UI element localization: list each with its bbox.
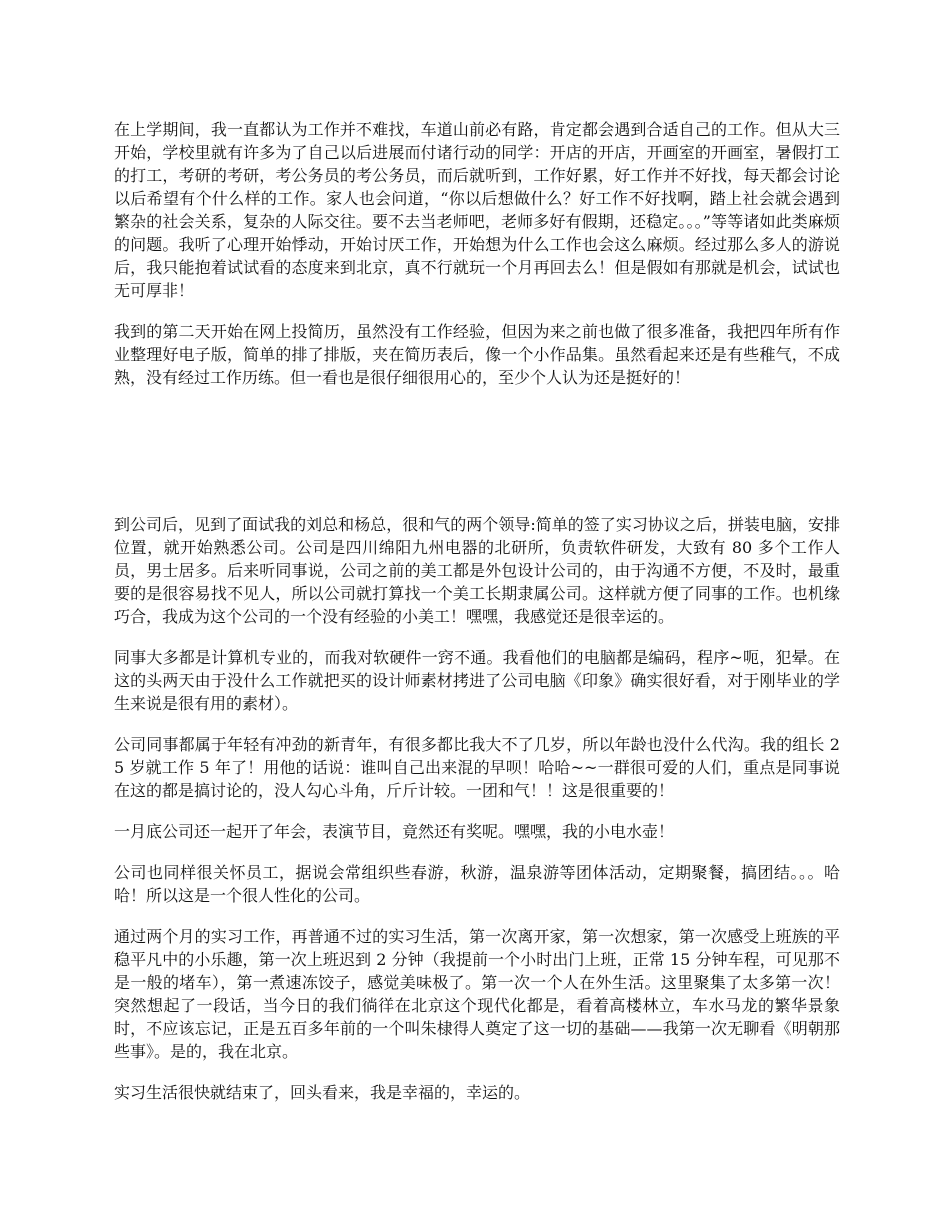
paragraph-company-care: 公司也同样很关怀员工，据说会常组织些春游，秋游，温泉游等团体活动，定期聚餐，搞团结。。。哈哈！所以这是一个很人性化的公司。 xyxy=(114,863,840,905)
paragraph-annual-party: 一月底公司还一起开了年会，表演节目，竟然还有奖呢。嘿嘿，我的小电水壶！ xyxy=(114,822,675,841)
section-gap xyxy=(114,389,840,513)
paragraph-joining-company: 到公司后，见到了面试我的刘总和杨总，很和气的两个领导:简单的签了实习协议之后，拼装电脑，安排位置，就开始熟悉公司。公司是四川绵阳九州电器的北研所，负责软件研发，大致有 80 多个工作人员，男士居多。后来听同事说，公司之前的美工都是外包设计公司的，由于沟通不方便，不及时，最重要的是很容易找不见人，所以公司就打算找一个美工长期隶属公司。这样就方便了同事的工作。也机缘巧合，我成为这个公司的一个没有经验的小美工！嘿嘿，我感觉还是很幸运的。 xyxy=(114,515,840,626)
paragraph-internship-firsts: 通过两个月的实习工作，再普通不过的实习生活，第一次离开家，第一次想家，第一次感受上班族的平稳平凡中的小乐趣，第一次上班迟到 2 分钟（我提前一个小时出门上班，正常 15 分钟车程，可见那不是一般的堵车），第一煮速冻饺子，感觉美味极了。第一次一个人在外生活。这里聚集了太多第一次！突然想起了一段话，当今日的我们徜徉在北京这个现代化都是，看着高楼林立，车水马龙的繁华景象时，不应该忘记，正是五百多年前的一个叫朱棣得人奠定了这一切的基础——我第一次无聊看《明朝那些事》。是的，我在北京。 xyxy=(114,927,840,1061)
paragraph-resume-preparation: 我到的第二天开始在网上投简历，虽然没有工作经验，但因为来之前也做了很多准备，我把四年所有作业整理好电子版，简单的排了排版，夹在简历表后，像一个小作品集。虽然看起来还是有些稚气，不成熟，没有经过工作历练。但一看也是很仔细很用心的，至少个人认为还是挺好的！ xyxy=(114,322,840,387)
paragraph-young-colleagues: 公司同事都属于年轻有冲劲的新青年，有很多都比我大不了几岁，所以年龄也没什么代沟。我的组长 25 岁就工作 5 年了！用他的话说：谁叫自己出来混的早呗！哈哈~~一群很可爱的人们，重点是同事说在这的都是搞讨论的，没人勾心斗角，斤斤计较。一团和气！！这是很重要的！ xyxy=(114,735,840,800)
document-body xyxy=(114,118,840,1104)
paragraph-job-search-worries: 在上学期间，我一直都认为工作并不难找，车道山前必有路，肯定都会遇到合适自己的工作。但从大三开始，学校里就有许多为了自己以后进展而付诸行动的同学：开店的开店，开画室的开画室，暑假打工的打工，考研的考研，考公务员的考公务员，而后就听到，工作好累，好工作并不好找，每天都会讨论以后希望有个什么样的工作。家人也会问道，“你以后想做什么？好工作不好找啊，踏上社会就会遇到繁杂的社会关系，复杂的人际交往。要不去当老师吧，老师多好有假期，还稳定。。。”等等诸如此类麻烦的问题。我听了心理开始悸动，开始讨厌工作，开始想为什么工作也会这么麻烦。经过那么多人的游说后，我只能抱着试试看的态度来到北京，真不行就玩一个月再回去么！但是假如有那就是机会，试试也无可厚非！ xyxy=(114,120,840,300)
paragraph-conclusion: 实习生活很快就结束了，回头看来，我是幸福的，幸运的。 xyxy=(114,1083,531,1102)
paragraph-colleagues-computers: 同事大多都是计算机专业的，而我对软硬件一窍不通。我看他们的电脑都是编码，程序~呃，犯晕。在这的头两天由于没什么工作就把买的设计师素材拷进了公司电脑《印象》确实很好看，对于刚毕业的学生来说是很有用的素材）。 xyxy=(114,648,840,713)
